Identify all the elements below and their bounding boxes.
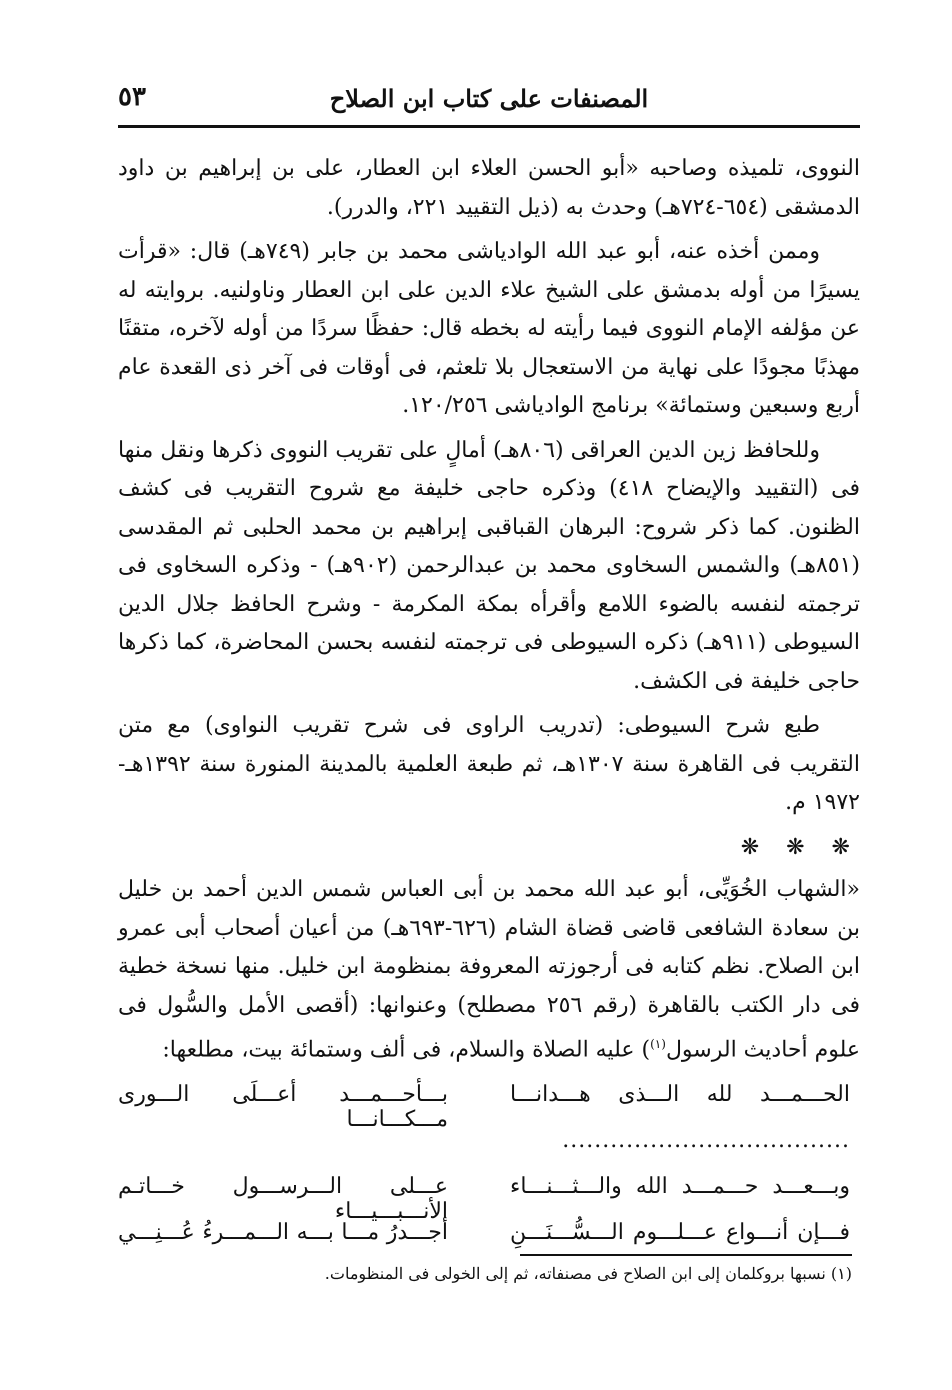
- page-number: ٥٣: [118, 82, 146, 112]
- verse-second-hemistich: أجـــدرُ مـــا بـــه الـــمـــرءُ عُـــنِـــي: [118, 1220, 448, 1245]
- ellipsis-dots: ....................................: [562, 1128, 850, 1153]
- verse-first-hemistich: وبـــعـــد حـــمـــد الله والـــثـــنـــاء: [510, 1174, 850, 1199]
- paragraph-khuwayyi: [118, 871, 860, 1070]
- verse: [118, 1220, 860, 1266]
- paragraph-text: «الشهاب الخُوَيِّى، أبو عبد الله محمد بن أبى العباس شمس الدين أحمد بن خليل بن سعادة الشافعى قاضى قضاة الشام (٦٢٦-٦٩٣هـ) من أعيان أصحاب أبى عمرو ابن الصلاح. نظم كتابه فى أرجوزته المعروفة بمنظومة ابن خليل. منها نسخة خطية فى دار الكتب بالقاهرة (رقم ٢٥٦ مصطلح) وعنوانها: (أقصى الأمل والسُّول فى علوم أحاديث الرسول: [118, 877, 861, 1063]
- header-rule: [118, 125, 860, 128]
- verse-second-hemistich: بـــأحـــمـــد أعـــلَى الـــورى مـــكـــانـــا: [118, 1082, 448, 1132]
- paragraph: وممن أخذه عنه، أبو عبد الله الوادياشى محمد بن جابر (٧٤٩هـ) قال: «قرأت يسيرًا من أوله بدمشق على الشيخ علاء الدين على ابن العطار وناولنيه. بروايته له عن مؤلفه الإمام النووى فيما رأيته له بخطه قال: حفظًا سردًا من أوله لآخره، متقنًا مهذبًا مجودًا على نهاية من الاستعجال بلا تلعثم، فى أوقات فى آخر ذى القعدة عام أربع وسبعين وستمائة» برنامج الوادياشى ١٢٠/٢٥٦.: [118, 239, 860, 418]
- footnote: (١) نسبها بروكلمان إلى ابن الصلاح فى مصنفاته، ثم إلى الخولى فى المنظومات.: [324, 1264, 852, 1283]
- running-title: المصنفات على كتاب ابن الصلاح: [329, 84, 649, 113]
- page-header: [118, 80, 860, 120]
- verse: [118, 1082, 860, 1132]
- paragraph-text-end: ) عليه الصلاة والسلام، فى ألف وستمائة بيت، مطلعها:: [162, 1037, 651, 1063]
- paragraph: النووى، تلميذه وصاحبه «أبو الحسن العلاء ابن العطار، على بن إبراهيم بن داود الدمشقى (٦٥٤-٧٢٤هـ) وحدث به (ذيل التقييد ٢٢١، والدرر).: [118, 156, 860, 220]
- paragraph: طبع شرح السيوطى: (تدريب الراوى فى شرح تقريب النواوى) مع متن التقريب فى القاهرة سنة ١٣٠٧هـ، ثم طبعة العلمية بالمدينة المنورة سنة ١٣٩٢هـ- ١٩٧٢ م.: [118, 713, 860, 815]
- footnote-ref: (١): [650, 1037, 666, 1051]
- verse-first-hemistich: فـــإن أنـــواع عـــلـــوم الـــسُّـــنَـــنِ: [510, 1220, 850, 1245]
- section-ornament: ❋ ❋ ❋: [740, 834, 860, 860]
- main-text: [118, 150, 860, 1076]
- verse-second-hemistich: عـــلى الـــرســـول خـــاتـم الأنـــبـــيـــاء: [118, 1174, 448, 1224]
- paragraph: وللحافظ زين الدين العراقى (٨٠٦هـ) أمالٍ على تقريب النووى ذكرها ونقل منها فى (التقييد والإيضاح ٤١٨) وذكره حاجى خليفة مع شروح التقريب فى كشف الظنون. كما ذكر شروح: البرهان القباقبى إبراهيم بن محمد الحلبى ثم المقدسى (٨٥١هـ) والشمس السخاوى محمد بن عبدالرحمن (٩٠٢هـ) - وذكره السخاوى فى ترجمته لنفسه بالضوء اللامع وأقرأه بمكة المكرمة - وشرح الحافظ جلال الدين السيوطى (٩١١هـ) ذكره السيوطى فى ترجمته لنفسه بحسن المحاضرة، كما ذكرها حاجى خليفة فى الكشف.: [118, 437, 861, 694]
- poem: [118, 1082, 860, 1266]
- verse-ellipsis: [118, 1128, 860, 1174]
- verse-first-hemistich: الحـــمـــد لله الـــذى هـــدانـــا: [510, 1082, 850, 1107]
- footnote-rule: [520, 1254, 852, 1256]
- verse: [118, 1174, 860, 1224]
